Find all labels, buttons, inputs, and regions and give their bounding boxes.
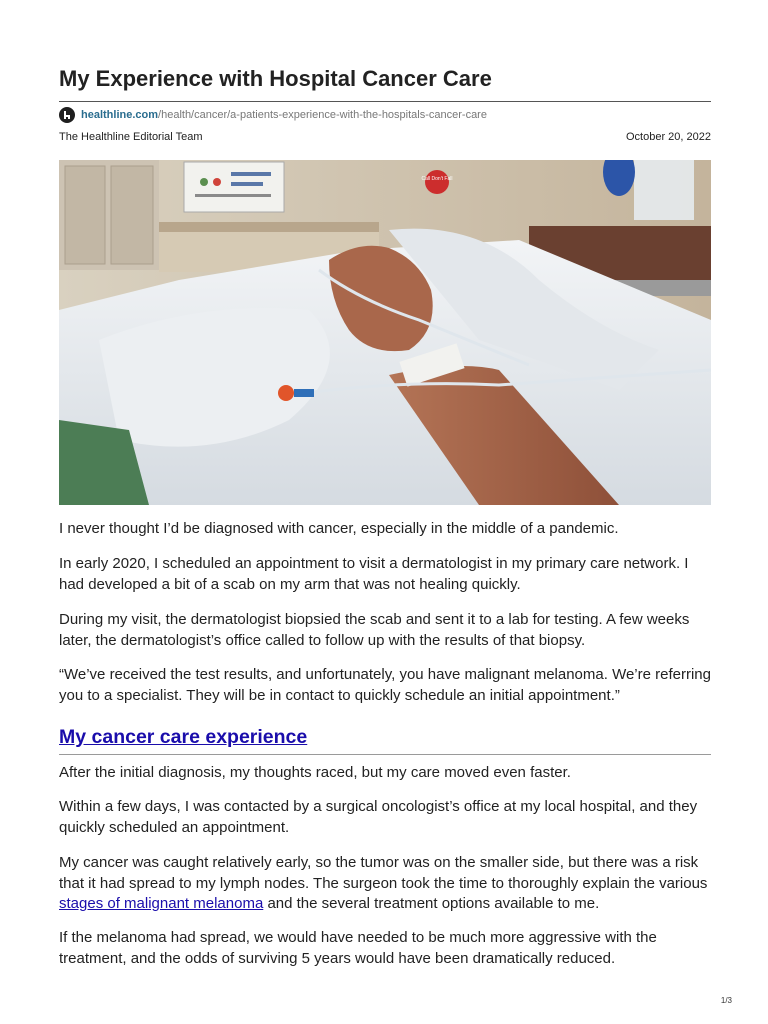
page-number: 1/3 bbox=[720, 996, 732, 1005]
paragraph: I never thought I’d be diagnosed with cancer, especially in the middle of a pandemic. bbox=[59, 520, 619, 537]
call-sign-text: Call Don't Fall bbox=[421, 176, 453, 182]
paragraph: Within a few days, I was contacted by a surgical oncologist’s office at my local hospital, and they quickly scheduled an appointment. bbox=[59, 798, 698, 836]
paragraph: If the melanoma had spread, we would have needed to be much more aggressive with the treatment, and the odds of surviving 5 years would have been dramatically reduced. bbox=[59, 929, 657, 967]
paragraph: During my visit, the dermatologist biopsied the scab and sent it to a lab for testing. A few weeks later, the dermatologist’s office called to follow up with the results of that biopsy. bbox=[59, 611, 690, 649]
article-meta bbox=[59, 131, 711, 143]
paragraph-text: My cancer was caught relatively early, so the tumor was on the smaller side, but there was a risk that it had spread to my lymph nodes. The surgeon took the time to thoroughly explain the various bbox=[59, 854, 708, 892]
section-divider bbox=[59, 754, 711, 755]
paragraph bbox=[59, 853, 711, 915]
section-heading-link[interactable]: My cancer care experience bbox=[59, 726, 308, 748]
url-path[interactable]: /health/cancer/a-patients-experience-with-the-hospitals-cancer-care bbox=[158, 109, 487, 121]
melanoma-stages-link[interactable]: stages of malignant melanoma bbox=[59, 895, 264, 912]
title-divider bbox=[59, 101, 711, 102]
url-domain[interactable]: healthline.com bbox=[81, 109, 159, 121]
article-title: My Experience with Hospital Cancer Care bbox=[59, 66, 492, 91]
publish-date: October 20, 2022 bbox=[625, 131, 711, 143]
healthline-logo-icon bbox=[59, 107, 75, 123]
source-url[interactable] bbox=[59, 107, 487, 123]
paragraph: “We’ve received the test results, and unfortunately, you have malignant melanoma. We’re referring you to a specialist. They will be in contact to quickly schedule an initial appointment.” bbox=[59, 666, 711, 704]
paragraph: After the initial diagnosis, my thoughts raced, but my care moved even faster. bbox=[59, 764, 571, 781]
paragraph: In early 2020, I scheduled an appointment to visit a dermatologist in my primary care network. I had developed a bit of a scab on my arm that was not healing quickly. bbox=[59, 555, 689, 593]
author-name: The Healthline Editorial Team bbox=[59, 131, 203, 143]
section-heading bbox=[59, 726, 307, 749]
paragraph-text: and the several treatment options available to me. bbox=[263, 895, 600, 912]
hero-image bbox=[59, 160, 711, 505]
